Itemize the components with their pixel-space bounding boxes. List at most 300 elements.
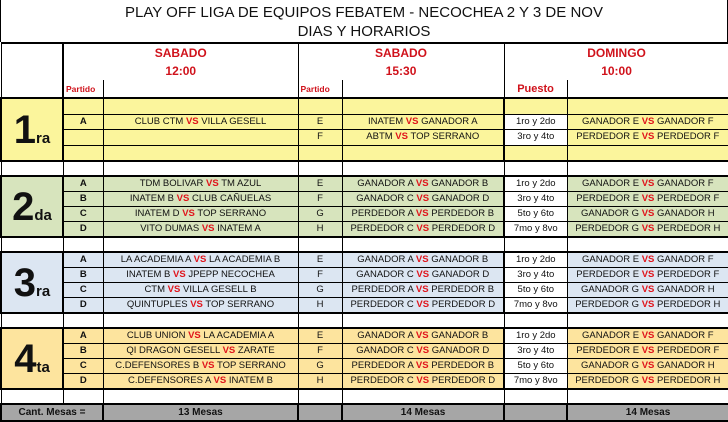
team-a: PERDEDOR E	[576, 131, 640, 143]
match-header-1	[103, 80, 298, 98]
partido-cell: C	[63, 283, 103, 298]
match-cell-1200	[103, 298, 298, 314]
empty-cell	[298, 161, 342, 176]
vs-label: VS	[641, 254, 655, 265]
partido-cell: G	[298, 207, 342, 222]
mesas-1530: 14 Mesas	[342, 404, 504, 421]
empty-cell	[342, 389, 504, 404]
vs-label: VS	[190, 299, 203, 310]
match-cell-1200	[103, 222, 298, 238]
schedule-table	[0, 42, 728, 422]
match-cell-domingo	[567, 344, 728, 359]
empty-cell	[1, 313, 63, 328]
team-a: QI DRAGON GESELL	[126, 345, 220, 356]
table-row	[1, 374, 728, 390]
partido-cell: E	[298, 176, 342, 192]
empty-cell	[1, 389, 63, 404]
match-cell-1530	[342, 176, 504, 192]
vs-label: VS	[641, 208, 655, 219]
empty-cell	[504, 313, 567, 328]
team-a: GANADOR G	[581, 208, 640, 219]
partido-cell: C	[63, 207, 103, 222]
title-line-1: PLAY OFF LIGA DE EQUIPOS FEBATEM - NECOCHEA 2 Y 3 DE NOV	[125, 4, 603, 21]
empty-cell	[567, 161, 728, 176]
page-title	[0, 0, 728, 42]
puesto-cell: 1ro y 2do	[504, 328, 567, 344]
team-a: GANADOR E	[582, 178, 640, 189]
team-a: ABTM	[366, 131, 393, 143]
spacer-row	[1, 237, 728, 252]
partido-cell	[63, 130, 103, 146]
match-cell-domingo	[567, 374, 728, 390]
team-b: PERDEDOR B	[431, 284, 495, 295]
puesto-cell: 5to y 6to	[504, 207, 567, 222]
team-b: TOP SERRANO	[205, 299, 275, 310]
match-cell-1530	[342, 252, 504, 268]
team-b: INATEM A	[217, 223, 261, 234]
partido-cell: F	[298, 344, 342, 359]
vs-label: VS	[641, 131, 655, 143]
team-b: PERDEDOR H	[657, 223, 721, 234]
team-a: CLUB UNION	[126, 330, 186, 341]
team-a: INATEM D	[134, 208, 180, 219]
empty-cell	[103, 237, 298, 252]
vs-label: VS	[201, 223, 215, 234]
team-a: PERDEDOR C	[350, 223, 414, 234]
empty-cell	[63, 161, 103, 176]
partido-cell: F	[298, 130, 342, 146]
cant-mesas-label: Cant. Mesas =	[1, 404, 103, 421]
match-cell-domingo	[567, 192, 728, 207]
team-a: CLUB CTM	[134, 115, 184, 127]
vs-label: VS	[201, 360, 215, 371]
vs-label: VS	[182, 208, 195, 219]
table-row	[1, 268, 728, 283]
empty-cell	[567, 313, 728, 328]
team-a: TDM BOLIVAR	[139, 178, 204, 189]
table-row	[1, 114, 728, 130]
empty-cell	[504, 404, 567, 421]
table-row	[1, 283, 728, 298]
team-a: LA ACADEMIA A	[120, 254, 191, 265]
team-b: GANADOR D	[431, 345, 490, 356]
puesto-cell: 5to y 6to	[504, 359, 567, 374]
division-label	[1, 328, 63, 389]
table-row	[1, 359, 728, 374]
match-cell-domingo	[567, 222, 728, 238]
match-cell-domingo	[567, 145, 728, 161]
match-cell-domingo	[567, 283, 728, 298]
empty-cell	[63, 237, 103, 252]
match-cell-1200	[103, 176, 298, 192]
vs-label: VS	[415, 208, 429, 219]
team-a: PERDEDOR G	[575, 223, 640, 234]
team-a: PERDEDOR A	[351, 208, 414, 219]
team-a: PERDEDOR A	[351, 284, 414, 295]
table-row	[1, 298, 728, 314]
empty-cell	[567, 237, 728, 252]
partido-cell: C	[63, 359, 103, 374]
vs-label: VS	[641, 345, 655, 356]
match-cell-1200	[103, 374, 298, 390]
vs-label: VS	[641, 115, 655, 127]
time-header-1: 12:00	[63, 61, 298, 80]
puesto-cell: 3ro y 4to	[504, 130, 567, 146]
team-a: GANADOR A	[357, 254, 414, 265]
team-a: GANADOR E	[582, 115, 640, 127]
partido-cell: B	[63, 344, 103, 359]
team-a: PERDEDOR A	[351, 360, 414, 371]
puesto-cell: 1ro y 2do	[504, 176, 567, 192]
division-number: 3	[13, 260, 37, 305]
match-cell-1200	[103, 192, 298, 207]
division-suffix: ra	[36, 129, 51, 147]
puesto-cell: 5to y 6to	[504, 283, 567, 298]
team-b: GANADOR A	[421, 115, 478, 127]
match-cell-1200	[103, 252, 298, 268]
team-b: PERDEDOR B	[431, 360, 495, 371]
match-cell-domingo	[567, 252, 728, 268]
match-cell-1200	[103, 328, 298, 344]
vs-label: VS	[415, 330, 429, 341]
vs-label: VS	[416, 299, 430, 310]
vs-label: VS	[641, 330, 655, 341]
team-b: PERDEDOR H	[657, 375, 721, 386]
table-row	[1, 207, 728, 222]
team-b: LA ACADEMIA A	[203, 330, 275, 341]
empty-cell	[342, 161, 504, 176]
match-cell-1200	[103, 207, 298, 222]
spacer-row	[1, 161, 728, 176]
vs-label: VS	[416, 193, 430, 204]
match-cell-domingo	[567, 268, 728, 283]
vs-label: VS	[213, 375, 227, 386]
match-cell-1530	[342, 207, 504, 222]
match-cell-1530	[342, 114, 504, 130]
vs-label: VS	[185, 115, 199, 127]
team-b: GANADOR B	[431, 330, 489, 341]
table-row	[1, 344, 728, 359]
vs-label: VS	[641, 223, 655, 234]
table-row	[1, 252, 728, 268]
vs-label: VS	[641, 178, 655, 189]
time-header-2: 15:30	[298, 61, 504, 80]
team-a: QUINTUPLES	[126, 299, 188, 310]
match-cell-1200	[103, 145, 298, 161]
team-a: PERDEDOR E	[576, 345, 640, 356]
team-b: GANADOR B	[431, 254, 489, 265]
partido-header-1: Partido	[63, 80, 103, 98]
team-b: VILLA GESELL	[201, 115, 267, 127]
team-b: LA ACADEMIA B	[208, 254, 281, 265]
puesto-cell: 7mo y 8vo	[504, 298, 567, 314]
team-a: PERDEDOR E	[576, 269, 640, 280]
division-label	[1, 176, 63, 237]
puesto-cell	[504, 145, 567, 161]
match-cell-1530	[342, 359, 504, 374]
partido-cell: D	[63, 374, 103, 390]
vs-label: VS	[222, 345, 236, 356]
team-a: PERDEDOR E	[576, 193, 640, 204]
team-b: CLUB CAÑUELAS	[191, 193, 272, 204]
vs-label: VS	[641, 375, 655, 386]
team-a: GANADOR E	[582, 254, 640, 265]
vs-label: VS	[176, 193, 190, 204]
team-a: GANADOR G	[581, 360, 640, 371]
team-b: GANADOR F	[657, 330, 714, 341]
team-b: TOP SERRANO	[410, 131, 480, 143]
table-row	[1, 222, 728, 238]
team-a: INATEM	[367, 115, 404, 127]
vs-label: VS	[206, 178, 219, 189]
partido-cell: E	[298, 252, 342, 268]
puesto-cell: 7mo y 8vo	[504, 374, 567, 390]
match-cell-domingo	[567, 98, 728, 114]
day-header-2: SABADO	[298, 43, 504, 61]
partido-cell: F	[298, 192, 342, 207]
team-a: PERDEDOR G	[575, 375, 640, 386]
vs-label: VS	[405, 115, 419, 127]
empty-cell	[63, 389, 103, 404]
footer-row	[1, 404, 728, 421]
vs-label: VS	[415, 360, 429, 371]
team-a: GANADOR E	[582, 330, 640, 341]
vs-label: VS	[188, 330, 201, 341]
partido-cell: A	[63, 328, 103, 344]
division-suffix: ta	[36, 358, 50, 376]
team-b: PERDEDOR F	[657, 269, 720, 280]
puesto-cell: 3ro y 4to	[504, 192, 567, 207]
division-suffix: ra	[36, 282, 51, 300]
partido-cell: H	[298, 374, 342, 390]
division-suffix: da	[34, 206, 52, 224]
team-a: INATEM B	[126, 269, 171, 280]
match-cell-1200	[103, 114, 298, 130]
team-a: CTM	[144, 284, 166, 295]
empty-cell	[103, 313, 298, 328]
team-b: TOP SERRANO	[197, 208, 267, 219]
puesto-cell: 1ro y 2do	[504, 114, 567, 130]
team-b: GANADOR D	[431, 193, 490, 204]
team-b: PERDEDOR F	[657, 345, 720, 356]
match-cell-1200	[103, 98, 298, 114]
match-cell-1200	[103, 344, 298, 359]
empty-cell	[103, 389, 298, 404]
match-cell-1530	[342, 344, 504, 359]
team-b: GANADOR D	[431, 269, 490, 280]
match-header-2	[342, 80, 504, 98]
division-label	[1, 98, 63, 161]
match-cell-1200	[103, 283, 298, 298]
empty-cell	[342, 313, 504, 328]
vs-label: VS	[416, 345, 430, 356]
spacer-row	[1, 313, 728, 328]
vs-label: VS	[395, 131, 408, 143]
partido-cell: H	[298, 298, 342, 314]
match-cell-1530	[342, 98, 504, 114]
partido-cell: F	[298, 268, 342, 283]
partido-cell: D	[63, 298, 103, 314]
team-a: VITO DUMAS	[140, 223, 200, 234]
empty-cell	[298, 313, 342, 328]
team-b: PERDEDOR D	[431, 299, 496, 310]
match-cell-1530	[342, 298, 504, 314]
team-b: VILLA GESELL B	[182, 284, 257, 295]
match-cell-domingo	[567, 207, 728, 222]
team-a: C.DEFENSORES B	[115, 360, 200, 371]
empty-cell	[504, 389, 567, 404]
vs-label: VS	[415, 178, 429, 189]
empty-cell	[567, 389, 728, 404]
team-a: INATEM B	[129, 193, 174, 204]
empty-cell	[103, 161, 298, 176]
team-b: JPEPP NECOCHEA	[188, 269, 275, 280]
match-cell-domingo	[567, 328, 728, 344]
partido-cell: H	[298, 222, 342, 238]
empty-cell	[504, 237, 567, 252]
team-a: GANADOR A	[357, 330, 414, 341]
puesto-cell: 3ro y 4to	[504, 268, 567, 283]
team-b: GANADOR H	[657, 208, 715, 219]
partido-cell: E	[298, 114, 342, 130]
match-header-3	[567, 80, 728, 98]
team-b: PERDEDOR B	[431, 208, 495, 219]
empty-cell	[1, 161, 63, 176]
match-cell-1530	[342, 328, 504, 344]
puesto-cell	[504, 98, 567, 114]
empty-cell	[63, 313, 103, 328]
team-a: GANADOR C	[356, 193, 414, 204]
day-header-1: SABADO	[63, 43, 298, 61]
division-number: 4	[14, 336, 37, 381]
team-b: GANADOR F	[657, 115, 714, 127]
team-b: TOP SERRANO	[216, 360, 286, 371]
empty-cell	[342, 237, 504, 252]
vs-label: VS	[416, 269, 430, 280]
match-cell-domingo	[567, 114, 728, 130]
match-cell-domingo	[567, 176, 728, 192]
vs-label: VS	[415, 284, 429, 295]
time-header-3: 10:00	[504, 61, 728, 80]
partido-cell	[298, 98, 342, 114]
team-a: C.DEFENSORES A	[127, 375, 211, 386]
vs-label: VS	[416, 223, 430, 234]
vs-label: VS	[416, 375, 430, 386]
empty-cell	[298, 404, 342, 421]
partido-cell: A	[63, 176, 103, 192]
vs-label: VS	[641, 193, 655, 204]
table-row	[1, 192, 728, 207]
partido-cell: A	[63, 252, 103, 268]
table-row	[1, 130, 728, 146]
mesas-1200: 13 Mesas	[103, 404, 298, 421]
match-cell-1530	[342, 192, 504, 207]
match-cell-1530	[342, 374, 504, 390]
team-a: GANADOR G	[581, 284, 640, 295]
vs-label: VS	[641, 284, 655, 295]
partido-cell: G	[298, 359, 342, 374]
team-b: PERDEDOR F	[657, 193, 720, 204]
partido-cell	[63, 145, 103, 161]
match-cell-domingo	[567, 298, 728, 314]
team-b: INATEM B	[228, 375, 274, 386]
team-b: GANADOR F	[657, 178, 714, 189]
team-b: GANADOR F	[657, 254, 714, 265]
match-cell-1200	[103, 359, 298, 374]
puesto-cell: 3ro y 4to	[504, 344, 567, 359]
vs-label: VS	[641, 360, 655, 371]
team-a: PERDEDOR C	[350, 375, 414, 386]
partido-cell: G	[298, 283, 342, 298]
division-label	[1, 252, 63, 313]
team-a: PERDEDOR C	[350, 299, 414, 310]
empty-cell	[1, 237, 63, 252]
match-cell-1530	[342, 130, 504, 146]
team-b: PERDEDOR D	[431, 223, 496, 234]
team-b: PERDEDOR H	[657, 299, 721, 310]
match-cell-1200	[103, 268, 298, 283]
vs-label: VS	[415, 254, 429, 265]
partido-header-2: Partido	[298, 80, 342, 98]
table-row	[1, 328, 728, 344]
partido-cell: B	[63, 268, 103, 283]
team-b: TM AZUL	[221, 178, 262, 189]
match-cell-1200	[103, 130, 298, 146]
division-number: 2	[12, 184, 35, 229]
puesto-header: Puesto	[504, 80, 567, 98]
team-b: GANADOR H	[657, 360, 715, 371]
team-b: ZARATE	[237, 345, 275, 356]
partido-cell: A	[63, 114, 103, 130]
match-cell-domingo	[567, 130, 728, 146]
puesto-cell: 7mo y 8vo	[504, 222, 567, 238]
table-row	[1, 98, 728, 114]
vs-label: VS	[641, 299, 655, 310]
match-cell-domingo	[567, 359, 728, 374]
partido-cell: E	[298, 328, 342, 344]
corner-cell	[1, 43, 63, 98]
table-row	[1, 145, 728, 161]
vs-label: VS	[173, 269, 186, 280]
team-b: GANADOR B	[431, 178, 489, 189]
division-number: 1	[13, 107, 37, 152]
match-cell-1530	[342, 222, 504, 238]
team-a: GANADOR C	[356, 269, 414, 280]
partido-cell	[298, 145, 342, 161]
vs-label: VS	[641, 269, 655, 280]
match-cell-1530	[342, 283, 504, 298]
puesto-cell: 1ro y 2do	[504, 252, 567, 268]
partido-cell: D	[63, 222, 103, 238]
spacer-row	[1, 389, 728, 404]
team-a: GANADOR C	[356, 345, 414, 356]
team-b: GANADOR H	[657, 284, 715, 295]
partido-cell: B	[63, 192, 103, 207]
team-a: GANADOR A	[357, 178, 414, 189]
team-b: PERDEDOR D	[431, 375, 496, 386]
empty-cell	[298, 237, 342, 252]
table-row	[1, 176, 728, 192]
empty-cell	[298, 389, 342, 404]
mesas-domingo: 14 Mesas	[567, 404, 728, 421]
team-a: PERDEDOR G	[575, 299, 640, 310]
vs-label: VS	[193, 254, 207, 265]
team-b: PERDEDOR F	[657, 131, 720, 143]
empty-cell	[504, 161, 567, 176]
partido-cell	[63, 98, 103, 114]
match-cell-1530	[342, 145, 504, 161]
vs-label: VS	[167, 284, 181, 295]
